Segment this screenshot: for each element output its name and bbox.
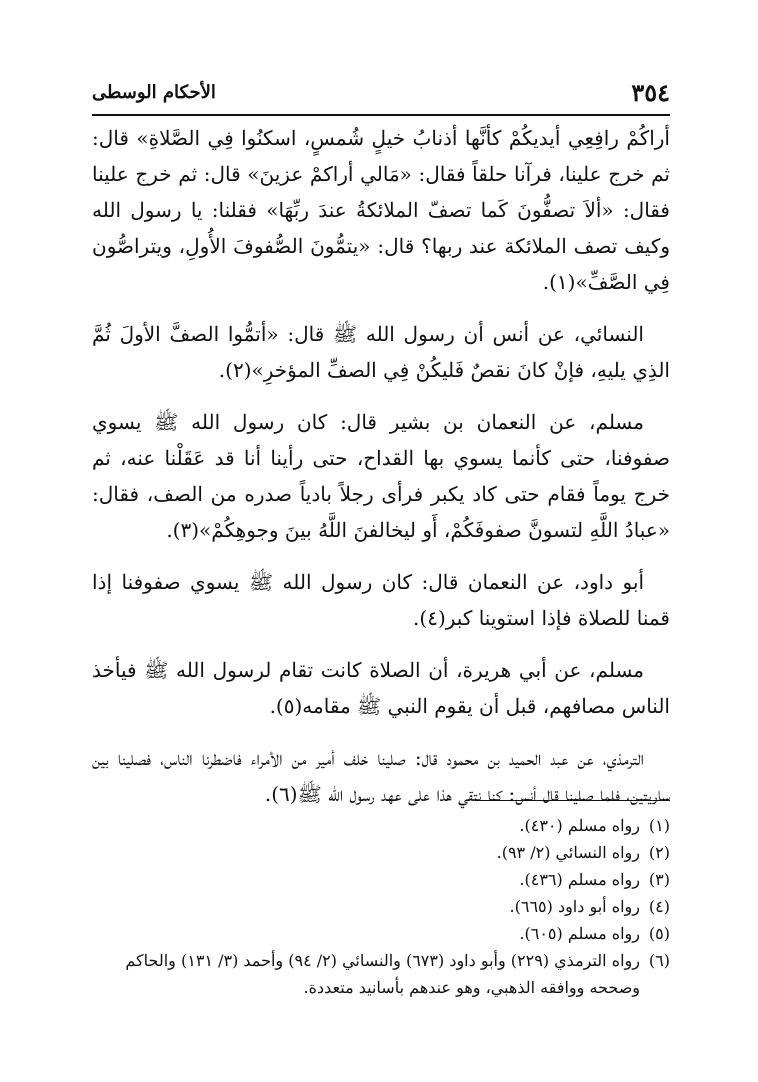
footnote-item: [92, 812, 670, 839]
footnote-number: (٤): [648, 897, 670, 916]
footnote-item: [92, 893, 670, 920]
paragraph: مسلم، عن النعمان بن بشير قال: كان رسول الله ﷺ يسوي صفوفنا، حتى كأنما يسوي بها القداح، حتى رأينا أنا قد عَقَلْنا عنه، ثم خرج يوماً فقام حتى كاد يكبر فرأى رجلاً بادياً صدره من الصف، فقال: «عبادُ اللَّهِ لتسونَّ صفوفَكُمْ، أَو ليخالفنَ اللَّهُ بينَ وجوهِكُمْ»(٣).: [92, 410, 670, 542]
paragraph: النسائي، عن أنس أن رسول الله ﷺ قال: «أتمُّوا الصفَّ الأولَ ثُمَّ الذِي يليهِ، فإنْ كانَ نقصٌ فَليكُنْ فِي الصفِّ المؤخرِ»(٢).: [92, 322, 670, 382]
footnote-text: رواه مسلم (٤٣٦).: [519, 870, 640, 889]
footnote-text: رواه أبو داود (٦٦٥).: [509, 897, 640, 916]
paragraph: الترمذي، عن عبد الحميد بن محمود قال: صلينا خلف أمير من الأمراء فاضطرنا الناس، فصلينا بين ساريتين، فلما صلينا قال أنس: كنا نتقي هذا على عهد رسول الله ﷺ(٦).: [92, 746, 670, 806]
footnote-number: (٥): [648, 924, 670, 943]
footnote-item: [92, 839, 670, 866]
header-rule: [92, 114, 670, 116]
paragraph: أراكُمْ رافِعِي أيديكُمْ كأنَّها أذنابُ خيلٍ شُمسٍ، اسكنُوا فِي الصَّلاةِ» قال: ثم خرج علينا، فرآنا حلقاً فقال: «مَالي أراكمْ عزينَ» قال: ثم خرج علينا فقال: «ألاَ تصفُّونَ كَما تصفّ الملائكةُ عندَ ربِّهَا» فقلنا: يا رسول الله وكيف تصف الملائكة عند ربها؟ قال: «يتمُّونَ الصُّفوفَ الأُولِ، ويتراصُّون فِي الصَّفِّ»(١).: [92, 126, 670, 294]
footnote-text: رواه مسلم (٦٠٥).: [519, 924, 640, 943]
footnote-text: رواه الترمذي (٢٢٩) وأبو داود (٦٧٣) والنسائي (٢/ ٩٤) وأحمد (٣/ ١٣١) والحاكم وصححه ووافقه الذهبي، وهو عندهم بأسانيد متعددة.: [125, 951, 640, 997]
footnote-number: (٦): [648, 951, 670, 970]
footnote-item: [92, 866, 670, 893]
footnote-text: رواه النسائي (٢/ ٩٣).: [496, 843, 640, 862]
footnote-number: (١): [648, 816, 670, 835]
footnote-item: [92, 920, 670, 947]
page-header: [92, 78, 670, 108]
footnote-text: رواه مسلم (٤٣٠).: [519, 816, 640, 835]
footnote-number: (٣): [648, 870, 670, 889]
paragraph: أبو داود، عن النعمان قال: كان رسول الله ﷺ يسوي صفوفنا إذا قمنا للصلاة فإذا استوينا كبر(٤).: [92, 570, 670, 630]
main-text: [92, 120, 670, 828]
footnote-number: (٢): [648, 843, 670, 862]
footnote-item: [92, 947, 670, 1001]
footnote-separator: [475, 800, 670, 801]
running-title: الأحكام الوسطى: [92, 82, 216, 103]
page-number: ٣٥٤: [631, 78, 670, 107]
paragraph: مسلم، عن أبي هريرة، أن الصلاة كانت تقام لرسول الله ﷺ فيأخذ الناس مصافهم، قبل أن يقوم النبي ﷺ مقامه(٥).: [92, 658, 670, 718]
footnotes: [92, 812, 670, 1001]
